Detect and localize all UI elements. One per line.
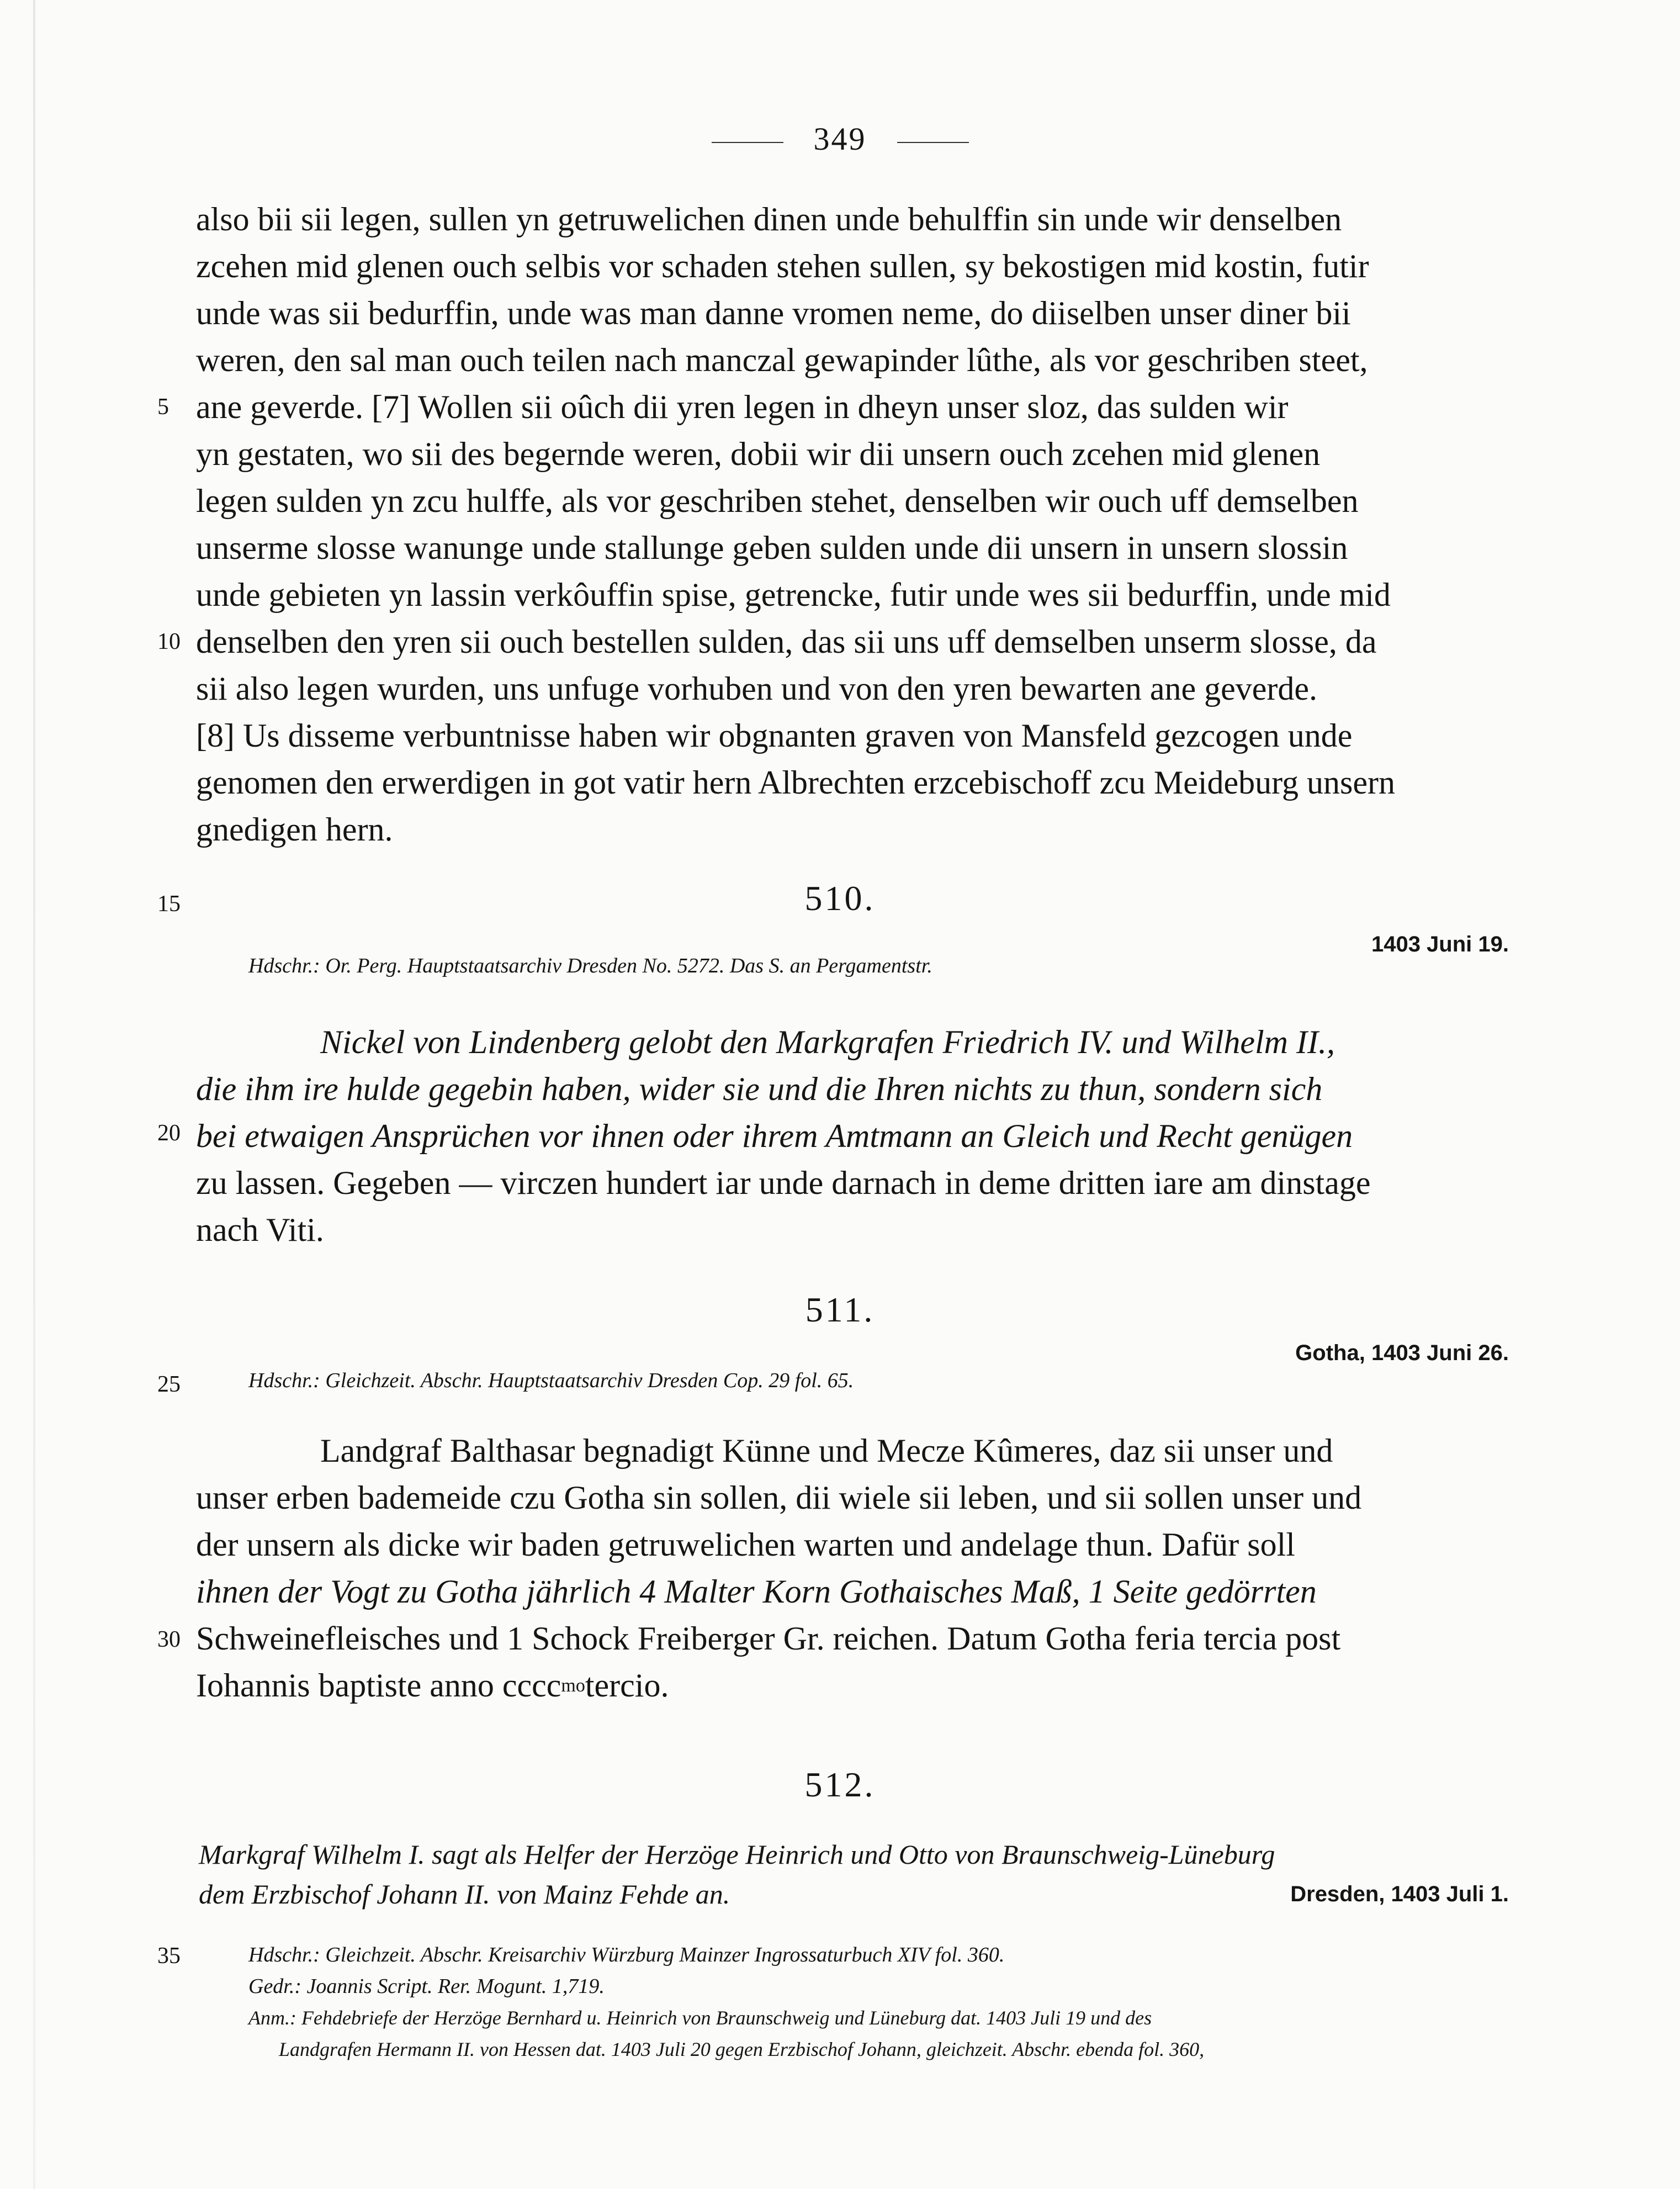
source-note-512: Hdschr.: Gleichzeit. Abschr. Kreisarchiv Würzburg Mainzer Ingrossaturbuch XIV fol. 360. (248, 1943, 1005, 1966)
source-note-511: Hdschr.: Gleichzeit. Abschr. Hauptstaatsarchiv Dresden Cop. 29 fol. 65. (248, 1369, 854, 1392)
line-number: 25 (157, 1372, 181, 1397)
document-date-511: Gotha, 1403 Juni 26. (1295, 1341, 1509, 1365)
text-line: zu lassen. Gegeben — virczen hundert iar unde darnach in deme dritten iare am dinstage (196, 1165, 1371, 1201)
document-number-511: 511. (805, 1290, 875, 1329)
text-line: also bii sii legen, sullen yn getruwelichen dinen unde behulffin sin unde wir denselben (196, 201, 1342, 237)
page-binding-edge (33, 0, 35, 2189)
line-number: 15 (157, 891, 181, 917)
text-line: unde was sii bedurffin, unde was man danne vromen neme, do diiselben unser diner bii (196, 295, 1351, 331)
line-number: 30 (157, 1627, 181, 1652)
text-line: denselben den yren sii ouch bestellen sulden, das sii uns uff demselben unserm slosse, da (196, 623, 1377, 660)
document-number-510: 510. (804, 879, 876, 918)
text-line: sii also legen wurden, uns unfuge vorhuben und von den yren bewarten ane geverde. (196, 670, 1318, 707)
text-line: [8] Us disseme verbuntnisse haben wir obgnanten graven von Mansfeld gezcogen unde (196, 717, 1353, 754)
text-line: bei etwaigen Ansprüchen vor ihnen oder ihrem Amtmann an Gleich und Recht genügen (196, 1118, 1353, 1154)
source-note-510: Hdschr.: Or. Perg. Hauptstaatsarchiv Dresden No. 5272. Das S. an Pergamentstr. (248, 954, 932, 977)
text-line: die ihm ire hulde gegebin haben, wider sie und die Ihren nichts zu thun, sondern sich (196, 1071, 1323, 1107)
text-line: der unsern als dicke wir baden getruwelichen warten und andelage thun. Dafür soll (196, 1526, 1295, 1563)
header-rule-left (712, 142, 783, 143)
text-line: Iohannis baptiste anno cccc mo tercio. (196, 1667, 669, 1704)
document-text-511 (196, 1427, 1510, 1709)
text-line: weren, den sal man ouch teilen nach manczal gewapinder lûthe, als vor geschriben steet, (196, 342, 1368, 378)
document-date-510: 1403 Juni 19. (1371, 932, 1509, 956)
page-number: 349 (0, 120, 1680, 157)
document-number-512: 512. (804, 1765, 876, 1804)
document-summary-512: Markgraf Wilhelm I. sagt als Helfer der Herzöge Heinrich und Otto von Braunschweig-Lüneburg (199, 1839, 1275, 1870)
text-line: ihnen der Vogt zu Gotha jährlich 4 Malter Korn Gothaisches Maß, 1 Seite gedörrten (196, 1573, 1317, 1610)
document-summary-512-line2: dem Erzbischof Johann II. von Mainz Fehde an. (199, 1879, 730, 1910)
text-line: ane geverde. [7] Wollen sii oûch dii yren legen in dheyn unser sloz, das sulden wir (196, 389, 1289, 425)
document-date-512: Dresden, 1403 Juli 1. (1290, 1882, 1509, 1906)
text-line: zcehen mid glenen ouch selbis vor schaden stehen sullen, sy bekostigen mid kostin, futir (196, 248, 1369, 284)
line-number: 20 (157, 1120, 181, 1146)
text-line: genomen den erwerdigen in got vatir hern Albrechten erzcebischoff zcu Meideburg unsern (196, 764, 1395, 801)
text-line: unser erben bademeide czu Gotha sin sollen, dii wiele sii leben, und sii sollen unser und (196, 1479, 1362, 1516)
text-line: unde gebieten yn lassin verkôuffin spise, getrencke, futir unde wes sii bedurffin, unde mid (196, 577, 1391, 613)
print-note-512: Gedr.: Joannis Script. Rer. Mogunt. 1,719. (248, 1975, 605, 1998)
text-line: legen sulden yn zcu hulffe, als vor geschriben stehet, denselben wir ouch uff demselben (196, 483, 1359, 519)
document-text-510 (196, 1019, 1510, 1254)
text-line: Landgraf Balthasar begnadigt Künne und Mecze Kûmeres, daz sii unser und (320, 1432, 1333, 1469)
continuation-text (196, 196, 1510, 853)
annotation-512: Anm.: Fehdebriefe der Herzöge Bernhard u. Heinrich von Braunschweig und Lüneburg dat. 1403 Juli 19 und des (248, 2007, 1152, 2029)
text-line: yn gestaten, wo sii des begernde weren, dobii wir dii unsern ouch zcehen mid glenen (196, 436, 1321, 472)
text-line: Schweinefleisches und 1 Schock Freiberger Gr. reichen. Datum Gotha feria tercia post (196, 1620, 1341, 1657)
text-line: unserme slosse wanunge unde stallunge geben sulden unde dii unsern in unsern slossin (196, 530, 1348, 566)
line-number: 5 (157, 394, 169, 420)
line-number: 35 (157, 1943, 181, 1969)
text-line: gnedigen hern. (196, 811, 393, 848)
header-rule-right (897, 142, 969, 143)
text-line: nach Viti. (196, 1212, 324, 1248)
line-number: 10 (157, 629, 181, 654)
annotation-512-line2: Landgrafen Hermann II. von Hessen dat. 1403 Juli 20 gegen Erzbischof Johann, gleichzeit. Abschr. ebenda fol. 360, (279, 2038, 1205, 2060)
text-line: Nickel von Lindenberg gelobt den Markgrafen Friedrich IV. und Wilhelm II., (320, 1024, 1335, 1060)
